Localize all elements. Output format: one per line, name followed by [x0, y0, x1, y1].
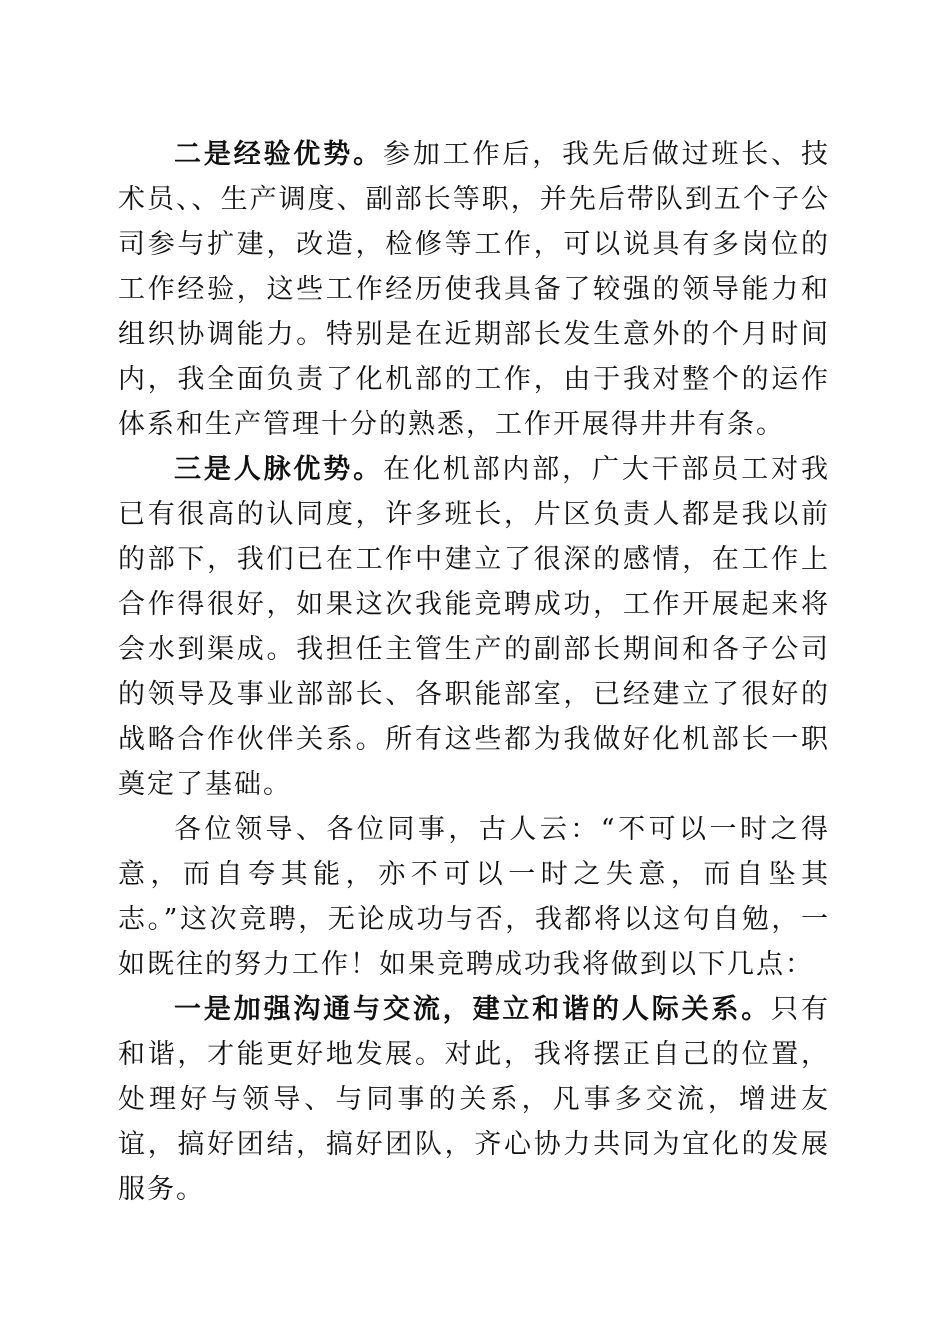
paragraph-text: 各位领导、各位同事，古人云：“不可以一时之得意，而自夸其能，亦不可以一时之失意，而自坠其志。”这次竞聘，无论成功与否，我都将以这句自勉，一如既往的努力工作！如果竞聘成功我将做到以下几点：: [118, 814, 830, 980]
paragraph-text: 只有和谐，才能更好地发展。对此，我将摆正自己的位置，处理好与领导、与同事的关系，凡事多交流，增进友谊，搞好团结，搞好团队，齐心协力共同为宜化的发展服务。: [118, 994, 831, 1205]
paragraph-communication: [118, 987, 830, 1212]
paragraph-text: 在化机部内部，广大干部员工对我已有很高的认同度，许多班长，片区负责人都是我以前的部下，我们已在工作中建立了很深的感情，在工作上合作得很好，如果这次我能竞聘成功，工作开展起来将会水到渠成。我担任主管生产的副部长期间和各子公司的领导及事业部部长、各职能部室，已经建立了很好的战略合作伙伴关系。所有这些都为我做好化机部长一职奠定了基础。: [118, 454, 830, 800]
paragraph-network: [118, 447, 830, 807]
paragraph-experience: [118, 132, 830, 447]
paragraph-lead: 三是人脉优势。: [174, 454, 383, 485]
paragraph-text: 参加工作后，我先后做过班长、技术员、、生产调度、副部长等职，并先后带队到五个子公司参与扩建，改造，检修等工作，可以说具有多岗位的工作经验，这些工作经历使我具备了较强的领导能力和组织协调能力。特别是在近期部长发生意外的个月时间内，我全面负责了化机部的工作，由于我对整个的运作体系和生产管理十分的熟悉，工作开展得井井有条。: [118, 139, 830, 440]
paragraph-address: [118, 807, 830, 987]
paragraph-lead: 一是加强沟通与交流，建立和谐的人际关系。: [174, 994, 772, 1025]
paragraph-lead: 二是经验优势。: [174, 139, 383, 170]
document-body: [118, 132, 830, 1212]
